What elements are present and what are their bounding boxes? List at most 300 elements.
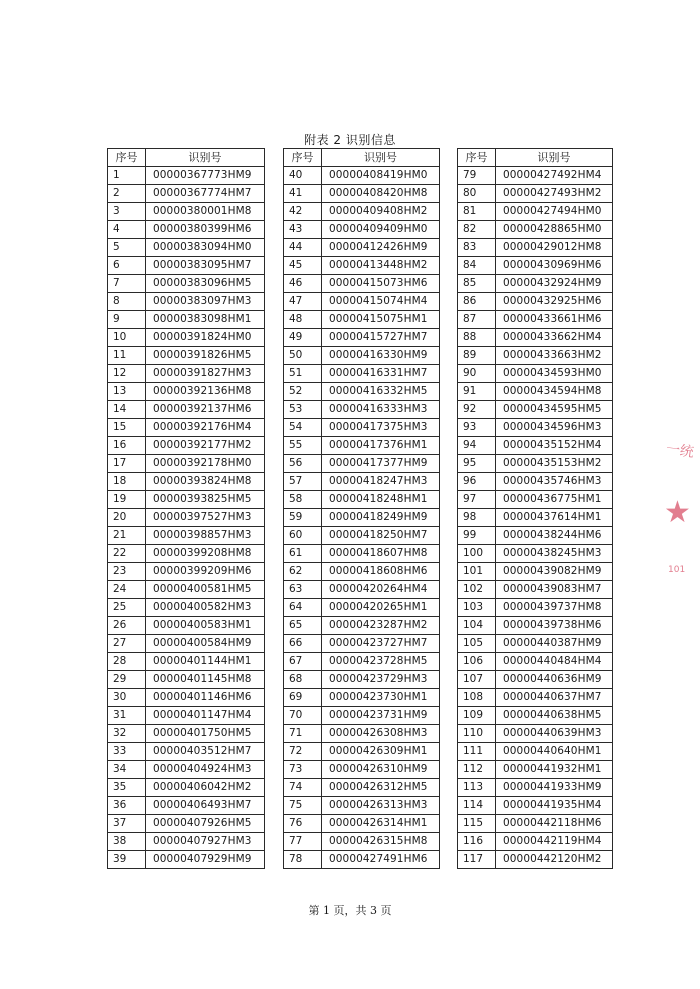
row-seq: 13 bbox=[108, 383, 146, 401]
table-row bbox=[108, 239, 265, 257]
row-seq: 117 bbox=[458, 851, 496, 869]
row-id-code: 00000420265HM1 bbox=[322, 599, 440, 617]
row-id-code: 00000391827HM3 bbox=[146, 365, 265, 383]
row-seq: 18 bbox=[108, 473, 146, 491]
table-row bbox=[108, 653, 265, 671]
table-row bbox=[284, 419, 440, 437]
table-header-row bbox=[108, 149, 265, 167]
row-seq: 93 bbox=[458, 419, 496, 437]
table-row bbox=[284, 635, 440, 653]
row-seq: 51 bbox=[284, 365, 322, 383]
table-row bbox=[458, 833, 613, 851]
row-id-code: 00000401144HM1 bbox=[146, 653, 265, 671]
table-row bbox=[108, 851, 265, 869]
row-id-code: 00000434594HM8 bbox=[496, 383, 613, 401]
row-seq: 73 bbox=[284, 761, 322, 779]
table-row bbox=[284, 491, 440, 509]
row-id-code: 00000399209HM6 bbox=[146, 563, 265, 581]
table-row bbox=[108, 167, 265, 185]
table-row bbox=[284, 599, 440, 617]
row-seq: 16 bbox=[108, 437, 146, 455]
table-row bbox=[458, 545, 613, 563]
row-id-code: 00000418247HM3 bbox=[322, 473, 440, 491]
row-seq: 115 bbox=[458, 815, 496, 833]
row-seq: 108 bbox=[458, 689, 496, 707]
row-seq: 80 bbox=[458, 185, 496, 203]
table-row bbox=[284, 797, 440, 815]
row-seq: 30 bbox=[108, 689, 146, 707]
row-seq: 107 bbox=[458, 671, 496, 689]
table-row bbox=[284, 275, 440, 293]
row-seq: 15 bbox=[108, 419, 146, 437]
row-seq: 97 bbox=[458, 491, 496, 509]
row-id-code: 00000400581HM5 bbox=[146, 581, 265, 599]
table-row bbox=[458, 707, 613, 725]
table-row bbox=[458, 311, 613, 329]
row-seq: 105 bbox=[458, 635, 496, 653]
table-row bbox=[458, 275, 613, 293]
row-id-code: 00000383096HM5 bbox=[146, 275, 265, 293]
row-id-code: 00000433661HM6 bbox=[496, 311, 613, 329]
row-id-code: 00000440639HM3 bbox=[496, 725, 613, 743]
table-row bbox=[284, 365, 440, 383]
row-seq: 77 bbox=[284, 833, 322, 851]
table-row bbox=[284, 347, 440, 365]
row-id-code: 00000440484HM4 bbox=[496, 653, 613, 671]
row-seq: 40 bbox=[284, 167, 322, 185]
row-id-code: 00000392177HM2 bbox=[146, 437, 265, 455]
table-row bbox=[458, 419, 613, 437]
row-id-code: 00000392176HM4 bbox=[146, 419, 265, 437]
row-id-code: 00000403512HM7 bbox=[146, 743, 265, 761]
row-seq: 90 bbox=[458, 365, 496, 383]
table-row bbox=[458, 329, 613, 347]
table-row bbox=[458, 599, 613, 617]
table-row bbox=[108, 833, 265, 851]
table-row bbox=[284, 401, 440, 419]
row-id-code: 00000439738HM6 bbox=[496, 617, 613, 635]
row-id-code: 00000416332HM5 bbox=[322, 383, 440, 401]
row-seq: 14 bbox=[108, 401, 146, 419]
table-row bbox=[458, 797, 613, 815]
row-seq: 70 bbox=[284, 707, 322, 725]
row-id-code: 00000442120HM2 bbox=[496, 851, 613, 869]
row-id-code: 00000397527HM3 bbox=[146, 509, 265, 527]
row-id-code: 00000401147HM4 bbox=[146, 707, 265, 725]
table-row bbox=[458, 221, 613, 239]
row-seq: 39 bbox=[108, 851, 146, 869]
table-row bbox=[108, 491, 265, 509]
row-id-code: 00000404924HM3 bbox=[146, 761, 265, 779]
table-row bbox=[108, 185, 265, 203]
table-row bbox=[108, 725, 265, 743]
table-row bbox=[284, 671, 440, 689]
table-row bbox=[284, 185, 440, 203]
table-row bbox=[108, 293, 265, 311]
page-title: 附表 2 识别信息 bbox=[304, 133, 396, 147]
row-seq: 106 bbox=[458, 653, 496, 671]
table-row bbox=[108, 473, 265, 491]
table-row bbox=[284, 815, 440, 833]
row-seq: 54 bbox=[284, 419, 322, 437]
page-footer: 第 1 页，共 3 页 bbox=[308, 904, 392, 917]
row-id-code: 00000383095HM7 bbox=[146, 257, 265, 275]
row-seq: 1 bbox=[108, 167, 146, 185]
row-id-code: 00000434593HM0 bbox=[496, 365, 613, 383]
row-id-code: 00000423728HM5 bbox=[322, 653, 440, 671]
row-id-code: 00000418249HM9 bbox=[322, 509, 440, 527]
row-id-code: 00000440638HM5 bbox=[496, 707, 613, 725]
row-id-code: 00000391826HM5 bbox=[146, 347, 265, 365]
table-row bbox=[284, 545, 440, 563]
row-id-code: 00000435152HM4 bbox=[496, 437, 613, 455]
row-id-code: 00000440636HM9 bbox=[496, 671, 613, 689]
table-row bbox=[458, 761, 613, 779]
table-row bbox=[108, 257, 265, 275]
row-id-code: 00000427493HM2 bbox=[496, 185, 613, 203]
row-id-code: 00000401750HM5 bbox=[146, 725, 265, 743]
table-header-row bbox=[458, 149, 613, 167]
row-id-code: 00000432924HM9 bbox=[496, 275, 613, 293]
row-id-code: 00000423729HM3 bbox=[322, 671, 440, 689]
row-id-code: 00000433662HM4 bbox=[496, 329, 613, 347]
table-row bbox=[108, 275, 265, 293]
table-header-row bbox=[284, 149, 440, 167]
table-row bbox=[284, 779, 440, 797]
row-id-code: 00000400584HM9 bbox=[146, 635, 265, 653]
table-row bbox=[284, 293, 440, 311]
row-seq: 104 bbox=[458, 617, 496, 635]
table-row bbox=[458, 293, 613, 311]
table-row bbox=[284, 527, 440, 545]
row-seq: 89 bbox=[458, 347, 496, 365]
row-id-code: 00000415073HM6 bbox=[322, 275, 440, 293]
table-row bbox=[108, 329, 265, 347]
table-row bbox=[284, 509, 440, 527]
row-id-code: 00000415727HM7 bbox=[322, 329, 440, 347]
table-row bbox=[284, 239, 440, 257]
row-id-code: 00000399208HM8 bbox=[146, 545, 265, 563]
table-row bbox=[284, 689, 440, 707]
row-id-code: 00000441935HM4 bbox=[496, 797, 613, 815]
row-seq: 75 bbox=[284, 797, 322, 815]
table-row bbox=[108, 617, 265, 635]
row-id-code: 00000415074HM4 bbox=[322, 293, 440, 311]
table-row bbox=[108, 455, 265, 473]
row-id-code: 00000437614HM1 bbox=[496, 509, 613, 527]
row-id-code: 00000423730HM1 bbox=[322, 689, 440, 707]
table-row bbox=[458, 437, 613, 455]
row-seq: 96 bbox=[458, 473, 496, 491]
table-row bbox=[458, 473, 613, 491]
table-row bbox=[284, 833, 440, 851]
row-id-code: 00000442119HM4 bbox=[496, 833, 613, 851]
table-row bbox=[284, 437, 440, 455]
table-row bbox=[458, 689, 613, 707]
table-row bbox=[108, 545, 265, 563]
table-row bbox=[284, 329, 440, 347]
row-id-code: 00000426309HM1 bbox=[322, 743, 440, 761]
row-seq: 99 bbox=[458, 527, 496, 545]
row-seq: 24 bbox=[108, 581, 146, 599]
header-seq: 序号 bbox=[458, 149, 496, 167]
table-row bbox=[284, 311, 440, 329]
table-row bbox=[108, 509, 265, 527]
row-seq: 11 bbox=[108, 347, 146, 365]
row-seq: 38 bbox=[108, 833, 146, 851]
row-id-code: 00000427494HM0 bbox=[496, 203, 613, 221]
row-id-code: 00000427492HM4 bbox=[496, 167, 613, 185]
table-row bbox=[108, 563, 265, 581]
row-id-code: 00000436775HM1 bbox=[496, 491, 613, 509]
table-row bbox=[458, 815, 613, 833]
row-seq: 68 bbox=[284, 671, 322, 689]
row-seq: 59 bbox=[284, 509, 322, 527]
table-row bbox=[108, 419, 265, 437]
row-id-code: 00000418250HM7 bbox=[322, 527, 440, 545]
table-row bbox=[284, 617, 440, 635]
row-id-code: 00000412426HM9 bbox=[322, 239, 440, 257]
header-seq: 序号 bbox=[284, 149, 322, 167]
row-id-code: 00000406042HM2 bbox=[146, 779, 265, 797]
row-id-code: 00000409408HM2 bbox=[322, 203, 440, 221]
row-id-code: 00000383097HM3 bbox=[146, 293, 265, 311]
table-row bbox=[458, 671, 613, 689]
row-seq: 53 bbox=[284, 401, 322, 419]
table-row bbox=[458, 257, 613, 275]
table-row bbox=[458, 653, 613, 671]
row-id-code: 00000418608HM6 bbox=[322, 563, 440, 581]
row-seq: 113 bbox=[458, 779, 496, 797]
row-id-code: 00000392178HM0 bbox=[146, 455, 265, 473]
row-seq: 61 bbox=[284, 545, 322, 563]
table-row bbox=[458, 347, 613, 365]
row-seq: 42 bbox=[284, 203, 322, 221]
row-id-code: 00000416331HM7 bbox=[322, 365, 440, 383]
row-seq: 72 bbox=[284, 743, 322, 761]
table-row bbox=[284, 473, 440, 491]
row-seq: 19 bbox=[108, 491, 146, 509]
row-seq: 82 bbox=[458, 221, 496, 239]
table-row bbox=[108, 383, 265, 401]
table-row bbox=[284, 167, 440, 185]
row-id-code: 00000435746HM3 bbox=[496, 473, 613, 491]
row-seq: 49 bbox=[284, 329, 322, 347]
table-row bbox=[458, 563, 613, 581]
row-seq: 31 bbox=[108, 707, 146, 725]
row-seq: 88 bbox=[458, 329, 496, 347]
row-id-code: 00000392136HM8 bbox=[146, 383, 265, 401]
row-seq: 62 bbox=[284, 563, 322, 581]
row-id-code: 00000416330HM9 bbox=[322, 347, 440, 365]
row-seq: 10 bbox=[108, 329, 146, 347]
row-id-code: 00000407926HM5 bbox=[146, 815, 265, 833]
row-seq: 83 bbox=[458, 239, 496, 257]
row-seq: 92 bbox=[458, 401, 496, 419]
table-row bbox=[284, 581, 440, 599]
row-seq: 65 bbox=[284, 617, 322, 635]
id-table-3 bbox=[457, 148, 613, 869]
star-icon: ★ bbox=[664, 495, 691, 530]
row-seq: 47 bbox=[284, 293, 322, 311]
row-id-code: 00000417377HM9 bbox=[322, 455, 440, 473]
row-id-code: 00000413448HM2 bbox=[322, 257, 440, 275]
row-id-code: 00000423727HM7 bbox=[322, 635, 440, 653]
row-seq: 35 bbox=[108, 779, 146, 797]
table-row bbox=[108, 689, 265, 707]
row-seq: 44 bbox=[284, 239, 322, 257]
row-id-code: 00000441933HM9 bbox=[496, 779, 613, 797]
id-table-2 bbox=[283, 148, 440, 869]
row-id-code: 00000407929HM9 bbox=[146, 851, 265, 869]
table-row bbox=[108, 761, 265, 779]
row-id-code: 00000426310HM9 bbox=[322, 761, 440, 779]
row-id-code: 00000432925HM6 bbox=[496, 293, 613, 311]
row-id-code: 00000367773HM9 bbox=[146, 167, 265, 185]
table-row bbox=[458, 743, 613, 761]
table-row bbox=[458, 581, 613, 599]
row-seq: 101 bbox=[458, 563, 496, 581]
table-row bbox=[108, 401, 265, 419]
table-row bbox=[284, 455, 440, 473]
row-seq: 78 bbox=[284, 851, 322, 869]
row-id-code: 00000440387HM9 bbox=[496, 635, 613, 653]
row-seq: 109 bbox=[458, 707, 496, 725]
stamp-text-top: 一统 bbox=[664, 441, 695, 461]
table-row bbox=[458, 725, 613, 743]
row-seq: 29 bbox=[108, 671, 146, 689]
header-seq: 序号 bbox=[108, 149, 146, 167]
table-row bbox=[284, 653, 440, 671]
row-id-code: 00000423287HM2 bbox=[322, 617, 440, 635]
row-seq: 6 bbox=[108, 257, 146, 275]
row-seq: 17 bbox=[108, 455, 146, 473]
row-seq: 22 bbox=[108, 545, 146, 563]
row-seq: 41 bbox=[284, 185, 322, 203]
row-seq: 87 bbox=[458, 311, 496, 329]
row-id-code: 00000383098HM1 bbox=[146, 311, 265, 329]
row-seq: 34 bbox=[108, 761, 146, 779]
row-seq: 43 bbox=[284, 221, 322, 239]
row-seq: 37 bbox=[108, 815, 146, 833]
row-id-code: 00000406493HM7 bbox=[146, 797, 265, 815]
table-row bbox=[108, 221, 265, 239]
row-id-code: 00000426313HM3 bbox=[322, 797, 440, 815]
row-id-code: 00000367774HM7 bbox=[146, 185, 265, 203]
row-seq: 23 bbox=[108, 563, 146, 581]
table-row bbox=[108, 203, 265, 221]
row-id-code: 00000434595HM5 bbox=[496, 401, 613, 419]
row-id-code: 00000401146HM6 bbox=[146, 689, 265, 707]
row-seq: 112 bbox=[458, 761, 496, 779]
row-id-code: 00000380001HM8 bbox=[146, 203, 265, 221]
row-seq: 58 bbox=[284, 491, 322, 509]
table-row bbox=[458, 527, 613, 545]
table-row bbox=[108, 815, 265, 833]
row-seq: 57 bbox=[284, 473, 322, 491]
row-seq: 69 bbox=[284, 689, 322, 707]
row-id-code: 00000430969HM6 bbox=[496, 257, 613, 275]
header-id: 识别号 bbox=[146, 149, 265, 167]
table-row bbox=[458, 635, 613, 653]
row-seq: 114 bbox=[458, 797, 496, 815]
row-id-code: 00000418248HM1 bbox=[322, 491, 440, 509]
table-row bbox=[108, 599, 265, 617]
table-row bbox=[458, 779, 613, 797]
id-table-1 bbox=[107, 148, 265, 869]
row-id-code: 00000391824HM0 bbox=[146, 329, 265, 347]
row-seq: 76 bbox=[284, 815, 322, 833]
row-id-code: 00000426314HM1 bbox=[322, 815, 440, 833]
row-seq: 45 bbox=[284, 257, 322, 275]
row-id-code: 00000380399HM6 bbox=[146, 221, 265, 239]
row-id-code: 00000418607HM8 bbox=[322, 545, 440, 563]
row-id-code: 00000415075HM1 bbox=[322, 311, 440, 329]
table-row bbox=[108, 743, 265, 761]
row-seq: 46 bbox=[284, 275, 322, 293]
table-row bbox=[458, 509, 613, 527]
table-row bbox=[284, 725, 440, 743]
table-row bbox=[458, 401, 613, 419]
table-row bbox=[458, 185, 613, 203]
row-seq: 100 bbox=[458, 545, 496, 563]
row-id-code: 00000392137HM6 bbox=[146, 401, 265, 419]
row-seq: 102 bbox=[458, 581, 496, 599]
table-row bbox=[284, 851, 440, 869]
row-id-code: 00000429012HM8 bbox=[496, 239, 613, 257]
row-seq: 81 bbox=[458, 203, 496, 221]
official-seal-stamp bbox=[660, 440, 700, 590]
row-seq: 74 bbox=[284, 779, 322, 797]
table-row bbox=[108, 437, 265, 455]
row-seq: 66 bbox=[284, 635, 322, 653]
table-row bbox=[108, 779, 265, 797]
row-seq: 4 bbox=[108, 221, 146, 239]
row-id-code: 00000398857HM3 bbox=[146, 527, 265, 545]
row-id-code: 00000420264HM4 bbox=[322, 581, 440, 599]
table-row bbox=[108, 797, 265, 815]
row-id-code: 00000433663HM2 bbox=[496, 347, 613, 365]
row-id-code: 00000400582HM3 bbox=[146, 599, 265, 617]
row-seq: 28 bbox=[108, 653, 146, 671]
row-id-code: 00000438244HM6 bbox=[496, 527, 613, 545]
table-row bbox=[284, 563, 440, 581]
stamp-text-bottom: 101 bbox=[668, 565, 686, 575]
table-row bbox=[284, 221, 440, 239]
table-row bbox=[284, 707, 440, 725]
table-row bbox=[284, 257, 440, 275]
row-seq: 116 bbox=[458, 833, 496, 851]
row-id-code: 00000383094HM0 bbox=[146, 239, 265, 257]
row-seq: 8 bbox=[108, 293, 146, 311]
row-id-code: 00000439082HM9 bbox=[496, 563, 613, 581]
row-seq: 26 bbox=[108, 617, 146, 635]
row-seq: 52 bbox=[284, 383, 322, 401]
row-seq: 21 bbox=[108, 527, 146, 545]
table-row bbox=[458, 239, 613, 257]
table-row bbox=[108, 635, 265, 653]
table-row bbox=[108, 527, 265, 545]
row-seq: 84 bbox=[458, 257, 496, 275]
table-row bbox=[284, 743, 440, 761]
row-id-code: 00000393825HM5 bbox=[146, 491, 265, 509]
table-row bbox=[284, 761, 440, 779]
table-row bbox=[458, 455, 613, 473]
row-id-code: 00000416333HM3 bbox=[322, 401, 440, 419]
row-seq: 5 bbox=[108, 239, 146, 257]
row-id-code: 00000393824HM8 bbox=[146, 473, 265, 491]
row-seq: 94 bbox=[458, 437, 496, 455]
